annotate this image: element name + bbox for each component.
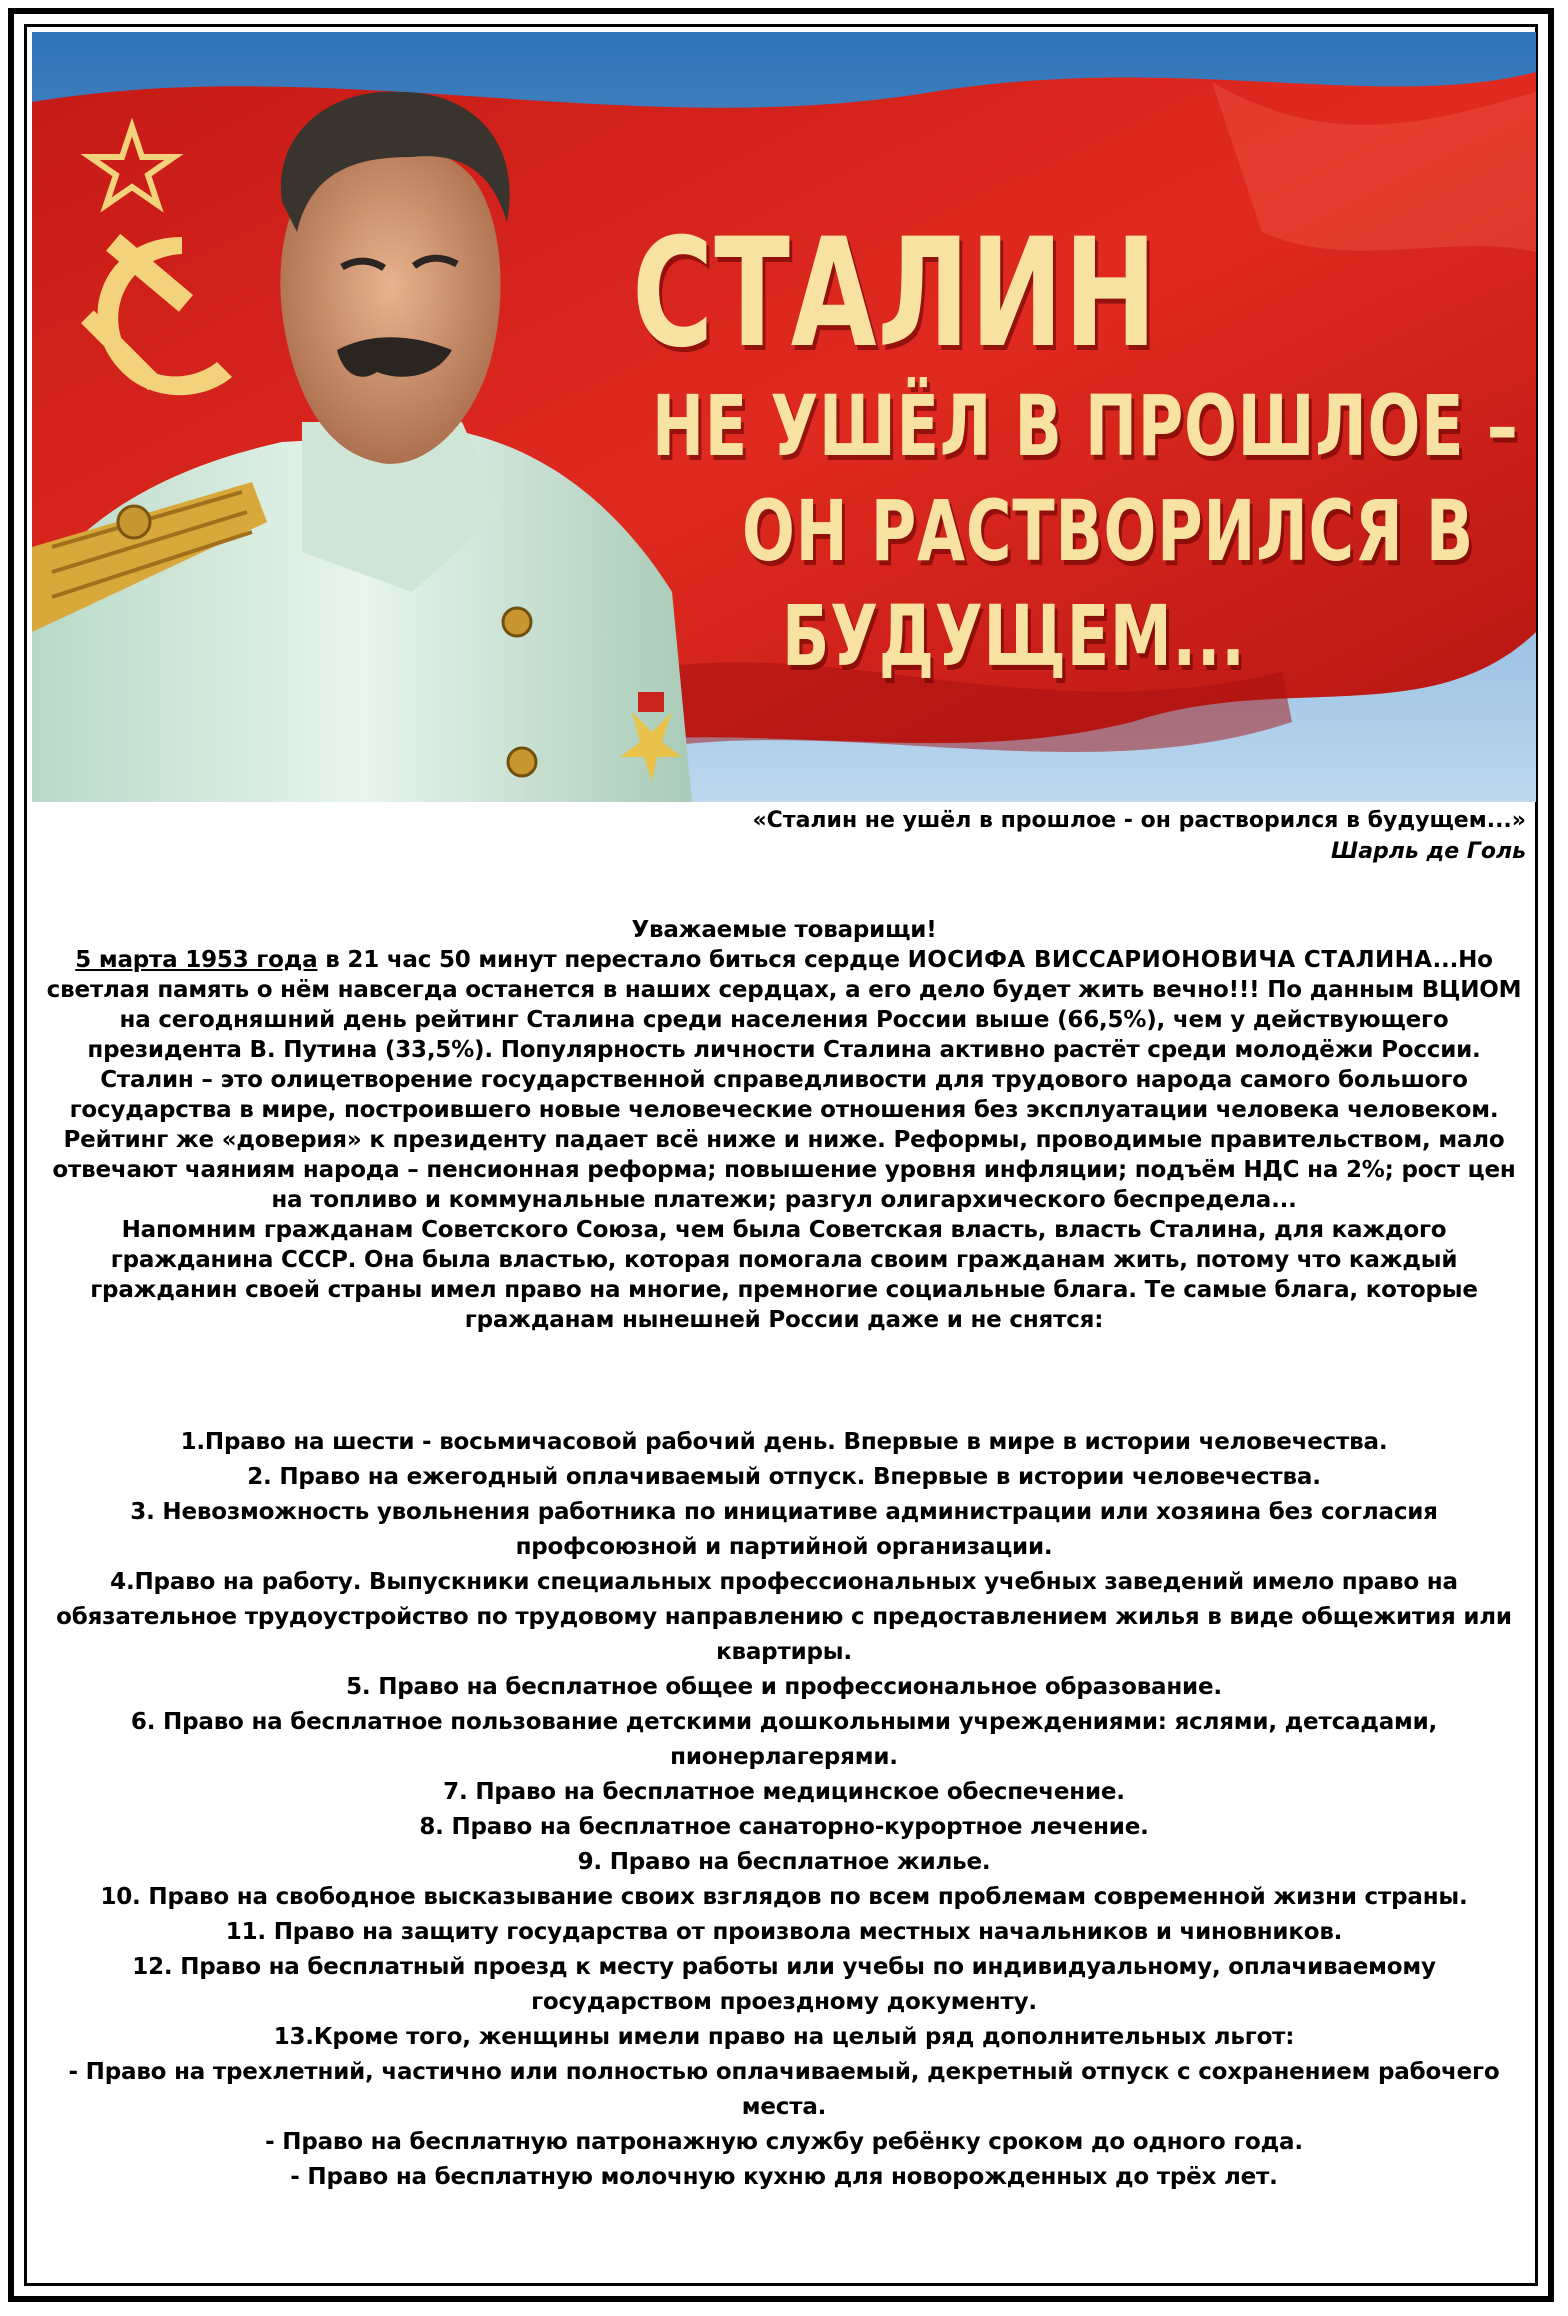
epigraph-author: Шарль де Голь bbox=[1331, 839, 1526, 864]
article-paragraph-1 bbox=[42, 945, 1526, 1215]
article-paragraph-2: Напомним гражданам Советского Союза, чем была Советская власть, власть Сталина, для каждого гражданина СССР. Она была властью, которая помогала своим гражданам жить, потому что каждый гражданин своей страны имел право на многие, премногие социальные блага. Те самые блага, которые гражданам нынешней России даже и не снятся: bbox=[90, 1217, 1478, 1333]
greeting: Уважаемые товарищи! bbox=[631, 917, 937, 943]
rights-item: 2. Право на ежегодный оплачиваемый отпуск. Впервые в истории человечества. bbox=[247, 1464, 1321, 1490]
name-caps: ИОСИФА ВИССАРИОНОВИЧА СТАЛИНА bbox=[907, 947, 1433, 973]
headline-line-1: СТАЛИН bbox=[632, 207, 1158, 381]
epigraph-text: «Сталин не ушёл в прошлое - он растворился в будущем...» bbox=[752, 808, 1526, 833]
rights-item: 12. Право на бесплатный проезд к месту работы или учебы по индивидуальному, оплачиваемому государством проездному документу. bbox=[132, 1954, 1436, 2015]
rights-item: 3. Невозможность увольнения работника по инициативе администрации или хозяина без согласия профсоюзной и партийной организации. bbox=[130, 1499, 1438, 1560]
headline-line-3: ОН РАСТВОРИЛСЯ В bbox=[742, 482, 1474, 580]
rights-item: - Право на трехлетний, частично или полностью оплачиваемый, декретный отпуск с сохранением рабочего места. bbox=[68, 2059, 1500, 2120]
banner bbox=[32, 32, 1536, 802]
rights-item: 1.Право на шести - восьмичасовой рабочий день. Впервые в мире в истории человечества. bbox=[180, 1429, 1388, 1455]
date-link-text: 5 марта 1953 года bbox=[75, 947, 318, 973]
paragraph-text: ...Но светлая память о нём навсегда останется в наших сердцах, а его дело будет жить вечно!!! По данным ВЦИОМ на сегодняшний день рейтинг Сталина среди населения России выше (66,5%), чем у действующего президента В. Путина (33,5%). Популярность личности Сталина активно растёт среди молодёжи России. Сталин – это олицетворение государственной справедливости для трудового народа самого большого государства в мире, построившего новые человеческие отношения без эксплуатации человека человеком. Рейтинг же «доверия» к президенту падает всё ниже и ниже. Реформы, проводимые правительством, мало отвечают чаяниям народа – пенсионная реформа; повышение уровня инфляции; подъём НДС на 2%; рост цен на топливо и коммунальные платежи; разгул олигархического беспредела... bbox=[46, 947, 1522, 1213]
rights-item: 8. Право на бесплатное санаторно-курортное лечение. bbox=[419, 1814, 1149, 1840]
rights-item: - Право на бесплатную молочную кухню для новорожденных до трёх лет. bbox=[290, 2164, 1278, 2190]
rights-item: 6. Право на бесплатное пользование детскими дошкольными учреждениями: яслями, детсадами, пионерлагерями. bbox=[130, 1709, 1438, 1770]
rights-item: 4.Право на работу. Выпускники специальных профессиональных учебных заведений имело право на обязательное трудоустройство по трудовому направлению с предоставлением жилья в виде общежития или квартиры. bbox=[56, 1569, 1512, 1665]
headline-line-2: НЕ УШЁЛ В ПРОШЛОЕ – bbox=[652, 377, 1519, 475]
rights-item: 9. Право на бесплатное жилье. bbox=[577, 1849, 991, 1875]
epigraph bbox=[752, 805, 1526, 867]
rights-item: 7. Право на бесплатное медицинское обеспечение. bbox=[443, 1779, 1125, 1805]
rights-item: 13.Кроме того, женщины имели право на целый ряд дополнительных льгот: bbox=[273, 2024, 1295, 2050]
headline-line-4: БУДУЩЕМ... bbox=[782, 587, 1246, 685]
rights-item: 5. Право на бесплатное общее и профессиональное образование. bbox=[346, 1674, 1222, 1700]
rights-item: - Право на бесплатную патронажную службу ребёнку сроком до одного года. bbox=[265, 2129, 1303, 2155]
article bbox=[42, 915, 1526, 1335]
rights-list bbox=[42, 1425, 1526, 2195]
rights-item: 11. Право на защиту государства от произвола местных начальников и чиновников. bbox=[225, 1919, 1343, 1945]
rights-item: 10. Право на свободное высказывание своих взглядов по всем проблемам современной жизни страны. bbox=[100, 1884, 1468, 1910]
sentence-rest: в 21 час 50 минут перестало биться сердце bbox=[317, 947, 908, 973]
